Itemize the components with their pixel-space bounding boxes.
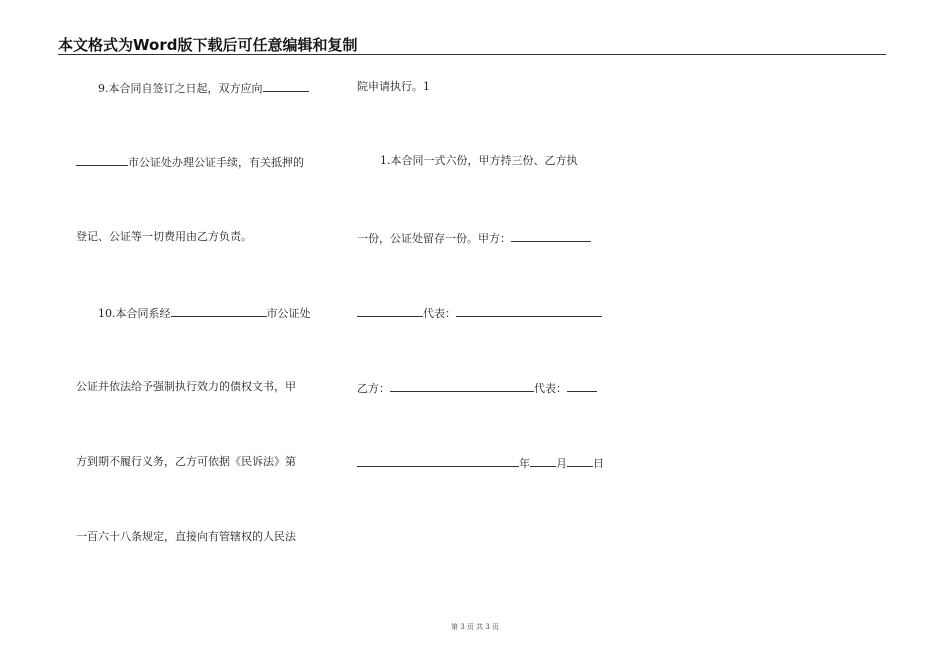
right-line-4 bbox=[357, 305, 602, 321]
blank-field-party-a bbox=[511, 230, 591, 242]
left-line-4 bbox=[98, 305, 311, 321]
blank-field-year bbox=[357, 455, 519, 467]
blank-field-city-2 bbox=[76, 154, 128, 166]
blank-field-city-1 bbox=[263, 80, 309, 92]
obligation-text: 方到期不履行义务，乙方可依据《民诉法》第 bbox=[76, 455, 296, 468]
right-line-5 bbox=[357, 380, 597, 396]
document-header-title: 本文格式为Word版下载后可任意编辑和复制 bbox=[58, 36, 358, 54]
day-label: 日 bbox=[593, 457, 604, 470]
notary-office-text: 市公证处 bbox=[266, 307, 311, 320]
enforcement-text: 公证并依法给予强制执行效力的债权文书，甲 bbox=[76, 380, 296, 393]
blank-field-party-a-cont bbox=[357, 305, 423, 317]
party-b-rep-label: 代表： bbox=[534, 382, 567, 395]
left-line-7 bbox=[76, 530, 296, 544]
notary-procedure-text: 市公证处办理公证手续，有关抵押的 bbox=[128, 156, 304, 169]
right-line-2 bbox=[380, 154, 578, 168]
blank-field-party-b bbox=[390, 380, 534, 392]
clause-10-text: 10.本合同系经 bbox=[98, 307, 171, 320]
header-divider bbox=[58, 54, 886, 55]
page-number: 第 3 页 共 3 页 bbox=[450, 623, 500, 631]
blank-field-city-3 bbox=[171, 305, 267, 317]
blank-field-party-a-rep bbox=[456, 305, 602, 317]
month-label: 月 bbox=[556, 457, 567, 470]
blank-field-party-b-rep bbox=[567, 380, 597, 392]
left-line-6 bbox=[76, 455, 296, 469]
party-b-label: 乙方： bbox=[357, 382, 390, 395]
left-line-5 bbox=[76, 380, 296, 394]
left-line-1 bbox=[98, 80, 309, 96]
clause-9-text: 9.本合同自签订之日起，双方应向 bbox=[98, 82, 263, 95]
left-line-2 bbox=[76, 154, 304, 170]
left-line-3 bbox=[76, 230, 252, 244]
article-text: 一百六十八条规定，直接向有管辖权的人民法 bbox=[76, 530, 296, 543]
right-line-3 bbox=[357, 230, 591, 246]
party-a-rep-label: 代表： bbox=[423, 307, 456, 320]
fees-text: 登记、公证等一切费用由乙方负责。 bbox=[76, 230, 252, 243]
party-a-label: 一份，公证处留存一份。甲方： bbox=[357, 232, 511, 245]
right-line-6 bbox=[357, 455, 604, 471]
right-line-1 bbox=[357, 80, 430, 94]
year-label: 年 bbox=[519, 457, 530, 470]
blank-field-month bbox=[530, 455, 556, 467]
blank-field-day bbox=[567, 455, 593, 467]
copies-text: 1.本合同一式六份，甲方持三份、乙方执 bbox=[380, 154, 578, 167]
court-execution-text: 院申请执行。1 bbox=[357, 80, 430, 93]
